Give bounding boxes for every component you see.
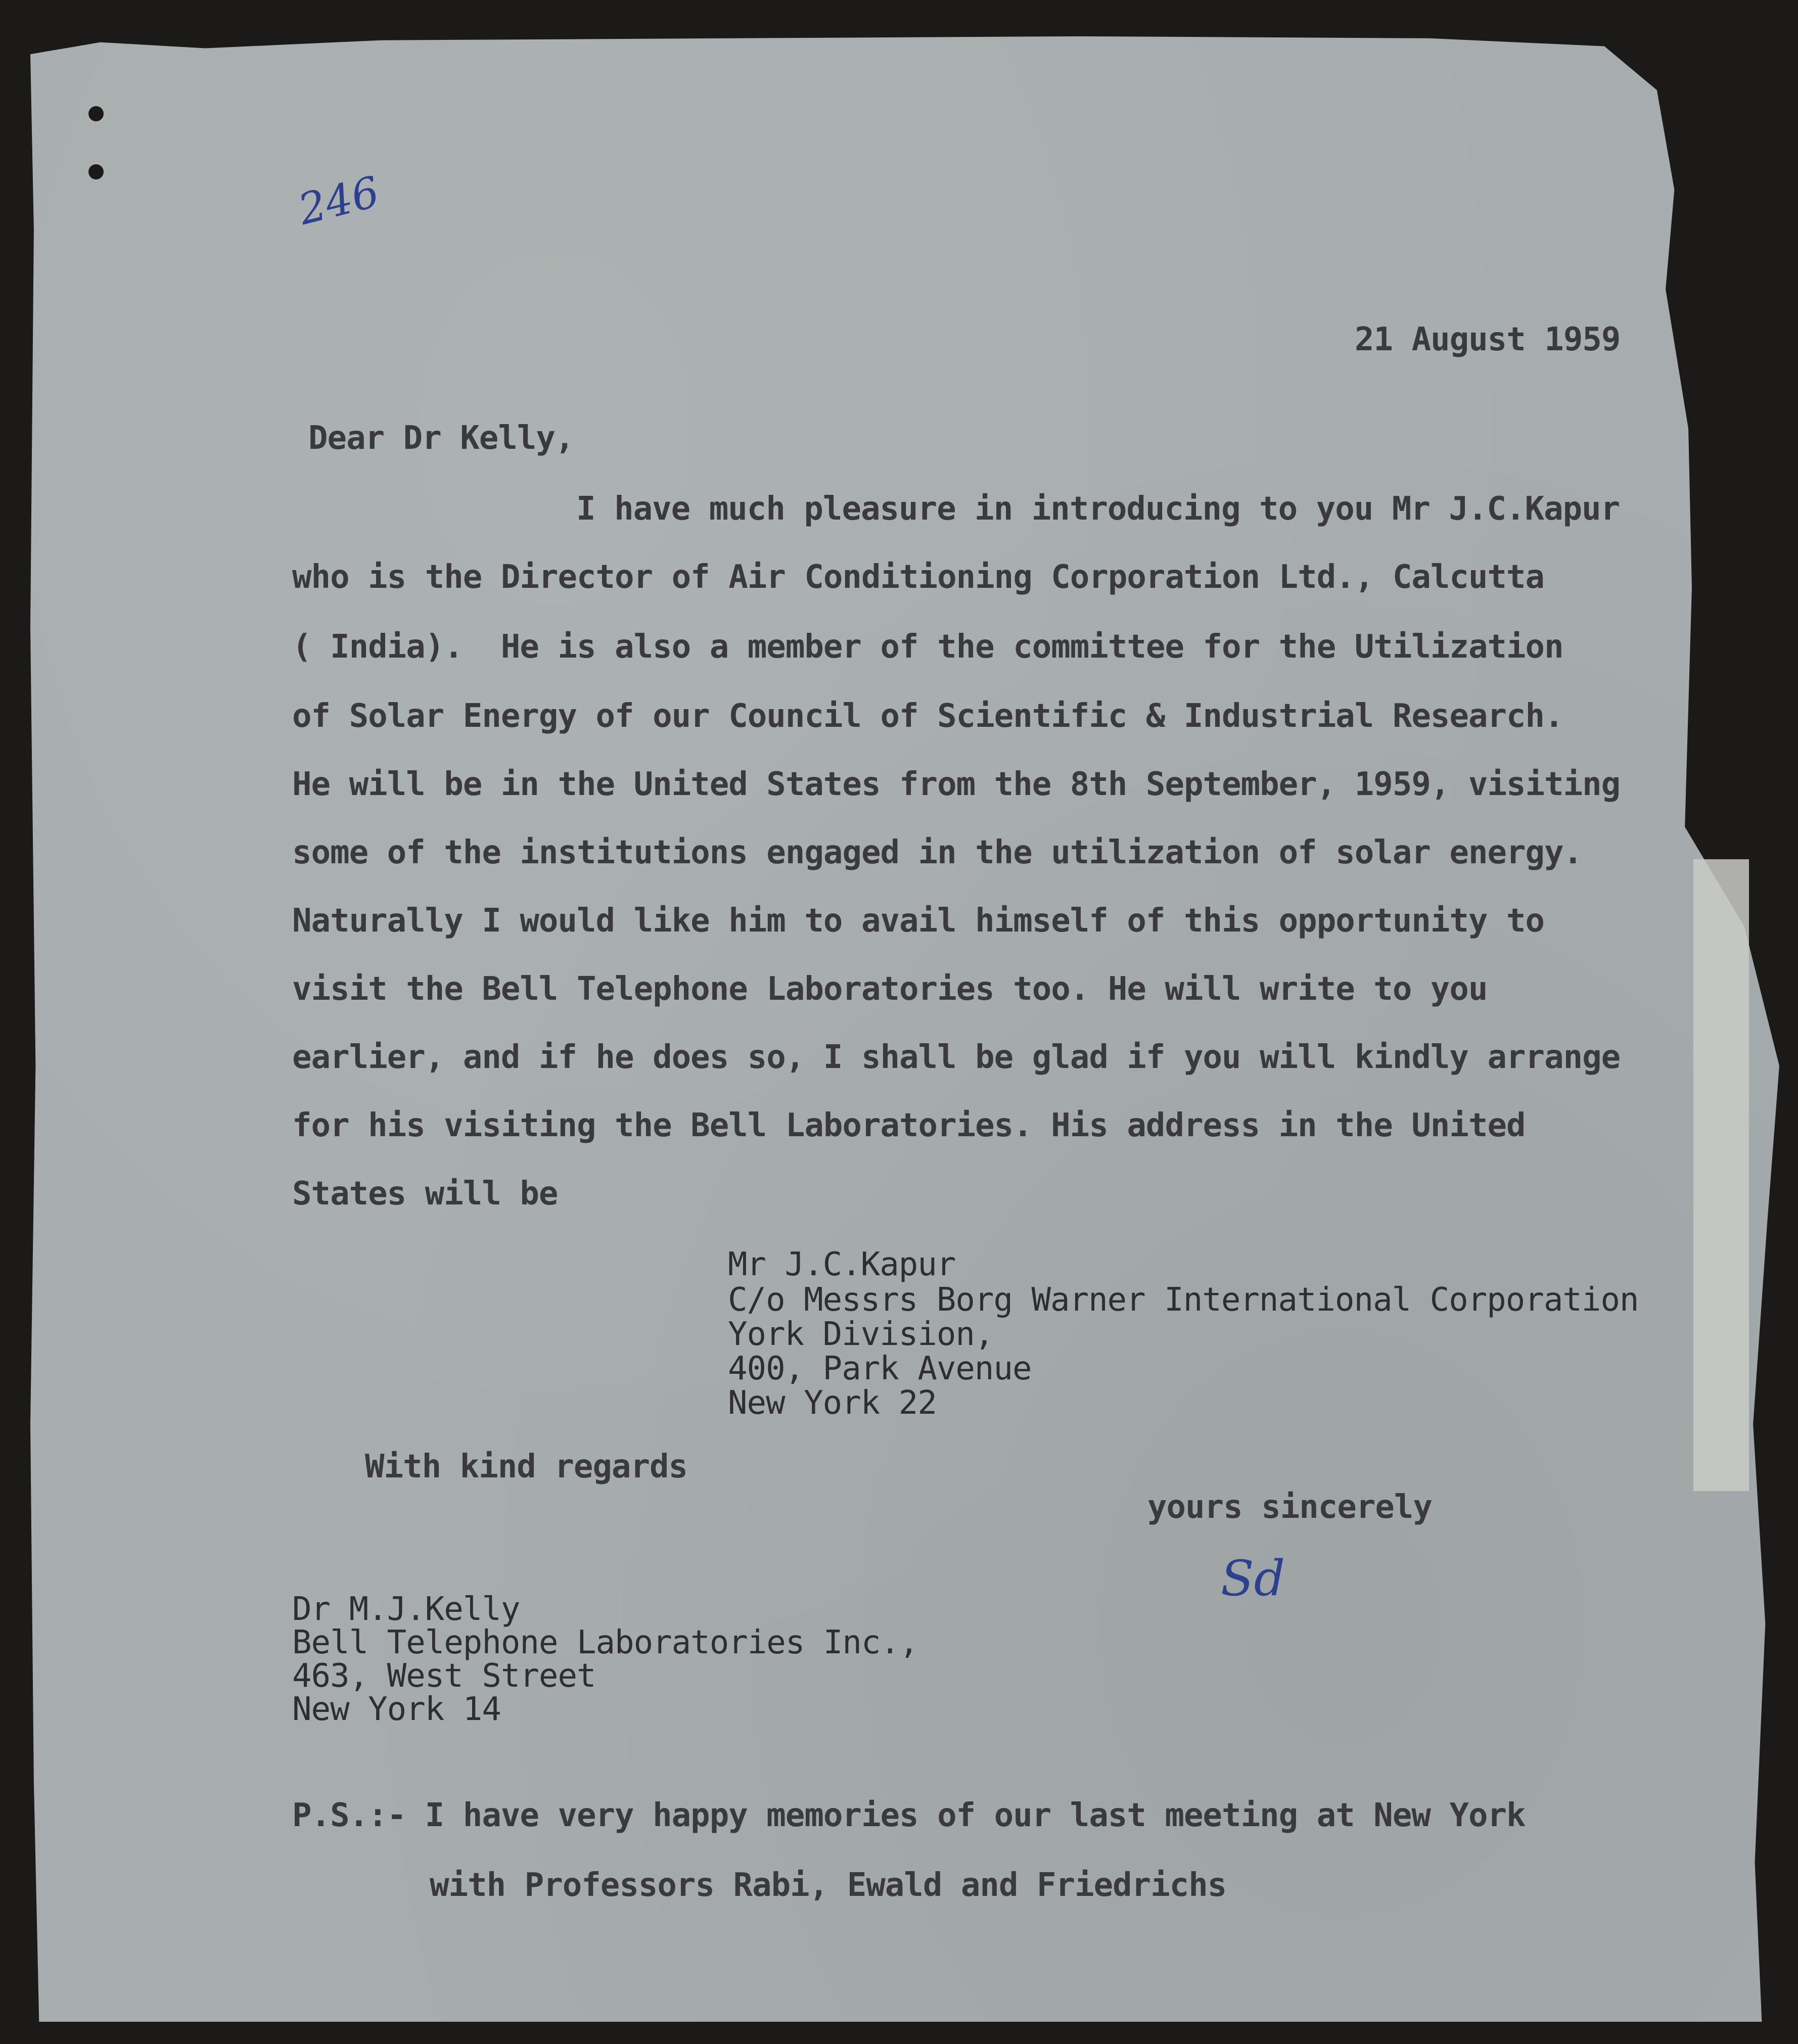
visitor-address-line: New York 22 <box>728 1384 937 1422</box>
body-line: Naturally I would like him to avail himself of this opportunity to <box>292 902 1545 940</box>
postscript-line: P.S.:- I have very happy memories of our last meeting at New York <box>292 1797 1526 1834</box>
punch-hole <box>88 106 104 121</box>
closing: yours sincerely <box>1147 1489 1432 1526</box>
body-line: who is the Director of Air Conditioning Corporation Ltd., Calcutta <box>292 559 1545 596</box>
visitor-address-line: York Division, <box>728 1316 994 1353</box>
body-line: visit the Bell Telephone Laboratories too. He will write to you <box>292 970 1488 1008</box>
postscript-line: with Professors Rabi, Ewald and Friedrichs <box>430 1867 1227 1904</box>
visitor-address-line: C/o Messrs Borg Warner International Corporation <box>728 1281 1639 1319</box>
visitor-address-line: Mr J.C.Kapur <box>728 1246 956 1283</box>
letter-date: 21 August 1959 <box>1355 321 1621 358</box>
body-line: of Solar Energy of our Council of Scientific & Industrial Research. <box>292 698 1563 735</box>
recipient-address-line: 463, West Street <box>292 1657 596 1695</box>
page-number-annotation: 246 <box>293 167 384 235</box>
body-line: earlier, and if he does so, I shall be glad if you will kindly arrange <box>292 1039 1621 1076</box>
recipient-address-line: Bell Telephone Laboratories Inc., <box>292 1624 918 1661</box>
visitor-address-line: 400, Park Avenue <box>728 1350 1032 1387</box>
signature-mark: Sd <box>1221 1550 1285 1607</box>
body-line: States will be <box>292 1175 558 1213</box>
body-line: He will be in the United States from the 8th September, 1959, visiting <box>292 766 1621 803</box>
recipient-address-line: New York 14 <box>292 1691 501 1728</box>
body-line: ( India). He is also a member of the committee for the Utilization <box>292 628 1563 666</box>
body-line: for his visiting the Bell Laboratories. His address in the United <box>292 1107 1526 1144</box>
recipient-address-line: Dr M.J.Kelly <box>292 1591 520 1628</box>
repair-tape <box>1693 859 1749 1491</box>
body-line: some of the institutions engaged in the utilization of solar energy. <box>292 834 1583 871</box>
punch-hole <box>88 164 104 179</box>
body-line: I have much pleasure in introducing to you Mr J.C.Kapur <box>576 490 1620 528</box>
salutation: Dear Dr Kelly, <box>308 420 574 457</box>
regards: With kind regards <box>365 1448 688 1485</box>
